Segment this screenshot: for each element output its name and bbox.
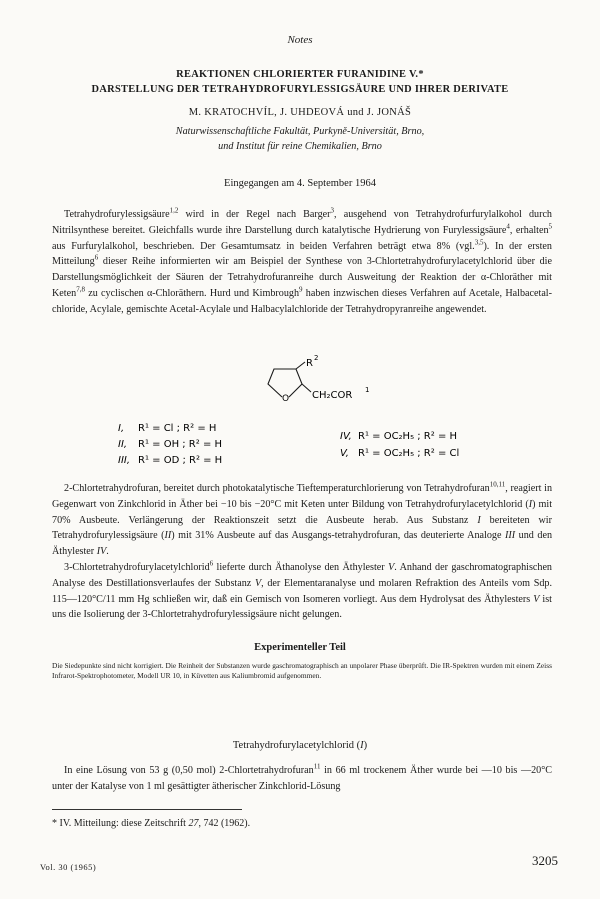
text: und den Äthylester: [52, 530, 553, 558]
text: , ausgehend von Tetrahydrofurfurylalkohol durch Nitrilsynthese bereitet. Gleichfalls wurde ihre Darstellung durch katalytische Hydrierung von Furylessigsäure: [52, 209, 552, 236]
compound-formula: R¹ = Cl ; R² = H: [138, 423, 217, 434]
text: * IV. Mitteilung: diese Zeitschrift: [52, 818, 189, 829]
reference: 3,5: [474, 238, 484, 247]
r2-label: R: [306, 358, 313, 369]
chain-superscript: 1: [365, 386, 370, 394]
text: in 66 ml trockenem Äther wurde bei —10 bis —20°C unter der Katalyse von 1 ml gesättigter ätherischer Zinkchlorid-Lösung: [52, 765, 552, 792]
compound-ref: V: [254, 577, 262, 589]
text: , reagiert in Gegenwart von Zinkchlorid in Äther bei −10 bis −20°C mit Keten unter Bildung von Tetrahydrofurylacetylchlorid (: [52, 483, 553, 510]
text: , 742 (1962).: [198, 818, 251, 829]
experimental-heading: Experimenteller Teil: [254, 642, 346, 653]
reference: 9: [299, 285, 303, 294]
results-paragraph-2: [52, 560, 552, 623]
page-number: 3205: [532, 853, 558, 868]
volume-number: 27: [188, 818, 199, 829]
text: .: [106, 546, 109, 558]
experimental-paragraph: [52, 763, 552, 795]
compound-number: III,: [118, 455, 131, 466]
r2-bond: [296, 362, 305, 369]
authors: M. KRATOCHVÍL, J. UHDEOVÁ und J. JONÁŠ: [188, 107, 412, 118]
compound-number: II,: [118, 439, 128, 450]
text: wird in der Regel nach Barger: [178, 209, 331, 220]
text: Tetrahydrofurylessigsäure: [64, 209, 170, 220]
compound-formula: R¹ = OC₂H₅ ; R² = Cl: [358, 448, 460, 459]
text: haben inzwischen dieses Verfahren auf Acetale, Halbacetal-chloride, Acylale, gemischte Acetal-Acylale und Halbacylalchloride der Tetrahydropyranreihe angewendet.: [52, 287, 552, 315]
text: Tetrahydrofurylacetylchlorid (: [232, 740, 361, 751]
footnote: [52, 818, 552, 829]
reference: 5: [548, 222, 553, 231]
text: bereiteten wir Tetrahydrofurylessigsäure (: [52, 514, 552, 542]
affiliation-line-1: Naturwissenschaftliche Fakultät, Purkyně-Universität, Brno,: [175, 126, 425, 137]
compound-ref: I: [360, 740, 364, 751]
compound-ref: I: [528, 498, 533, 510]
compound-ref: III: [504, 530, 516, 542]
compound-ref: IV: [96, 546, 107, 558]
r2-superscript: 2: [314, 354, 319, 362]
reference: 6: [209, 559, 214, 568]
article-title: [40, 67, 560, 97]
reference: 1,2: [169, 206, 179, 215]
compound-formula: R¹ = OC₂H₅ ; R² = H: [358, 431, 458, 442]
chain-bond: [302, 384, 311, 392]
compound-number: V,: [340, 448, 349, 459]
title-line-2: DARSTELLUNG DER TETRAHYDROFURYLESSIGSÄURE UND IHRER DERIVATE: [91, 84, 509, 95]
footnote-rule: [52, 809, 242, 810]
tetrahydrofuran-ring: [268, 362, 311, 397]
experimental-note: Die Siedepunkte sind nicht korrigiert. Die Reinheit der Substanzen wurde gaschromatographisch an unpolarer Phase überprüft. Die IR-Spektren wurden mit einem Zeiss Infrarot-Spektrophotometer, Modell UR 10, in Küvetten aus Kaliumbromid aufgenommen.: [52, 661, 552, 680]
reference: 10,11: [489, 480, 506, 489]
ring-oxygen-label: O: [281, 394, 290, 404]
reference: 11: [313, 762, 321, 771]
intro-paragraph: [52, 207, 552, 318]
text: lieferte durch Äthanolyse den Äthylester: [213, 562, 389, 573]
compound-number: IV,: [340, 431, 352, 442]
compound-formula: R¹ = OH ; R² = H: [138, 439, 223, 450]
text: aus Furfurylalkohol, beschrieben. Der Gesamtumsatz in beiden Verfahren beträgt etwa 8% (vgl.: [52, 240, 475, 252]
volume-footer: Vol. 30 (1965): [40, 862, 97, 872]
compound-list: [118, 423, 459, 466]
text: . Anhand der gaschromatographischen Analyse des Destillationsverlaufes der Substanz: [52, 562, 552, 589]
received-date: Eingegangen am 4. September 1964: [224, 178, 376, 189]
affiliation-line-2: und Institut für reine Chemikalien, Brno: [218, 141, 382, 152]
compound-formula: R¹ = OD ; R² = H: [138, 455, 223, 466]
text: In eine Lösung von 53 g (0,50 mol) 2-Chlortetrahydrofuran: [64, 765, 314, 776]
experimental-subheading: [0, 740, 600, 751]
text: ). In der ersten Mitteilung: [52, 240, 552, 268]
reference: 4: [506, 222, 510, 231]
text: , der Elementaranalyse und molaren Refraktion des Anteils vom Sdp. 115—120°C/11 mm Hg schließen wir, daß ein Gemisch von Isomeren vorliegt. Aus dem Hydrolysat des Äthylesters: [52, 577, 552, 605]
running-head: Notes: [287, 34, 313, 46]
text: 3-Chlortetrahydrofurylacetylchlorid: [64, 562, 210, 573]
compound-ref: II: [164, 530, 172, 542]
text: ) mit 70% Ausbeute. Verlängerung der Reaktionszeit setzt die Ausbeute herab. Aus Substanz: [52, 498, 553, 526]
text: , erhalten: [509, 224, 549, 236]
text: ) mit 31% Ausbeute auf das Ausgangs-tetrahydrofuran, das deuterierte Analoge: [171, 530, 505, 542]
title-line-1: REAKTIONEN CHLORIERTER FURANIDINE V.*: [176, 69, 424, 80]
text: 2-Chlortetrahydrofuran, bereitet durch photokatalytische Tieftemperaturchlorierung von Tetrahydrofuran: [64, 483, 490, 494]
text: dieser Reihe informierten wir am Beispiel der Synthese von 3-Chlortetrahydrofurylacetylchlorid über die Darstellungsmöglichkeit der Säuren der Tetrahydrofuranreihe durch Ausweitung der Reaktion der α-Chloräther mit Keten: [52, 256, 552, 299]
reference: 7,8: [76, 285, 85, 294]
results-paragraph-1: [52, 481, 552, 560]
text: ): [363, 740, 368, 751]
compound-ref: V: [388, 562, 395, 573]
compound-ref: V: [533, 593, 540, 605]
chain-label: CH₂COR: [312, 390, 353, 401]
text: zu cyclischen α-Chloräthern. Hurd und Kimbrough: [84, 287, 300, 299]
reference: 3: [330, 206, 335, 215]
compound-number: I,: [118, 423, 125, 434]
ring-bonds: [268, 369, 302, 397]
text: ist uns die Isolierung der 3-Chlortetrahydrofurylessigsäure nicht gelungen.: [52, 593, 552, 621]
compound-ref: I: [477, 514, 481, 526]
reference: 6: [94, 254, 99, 263]
